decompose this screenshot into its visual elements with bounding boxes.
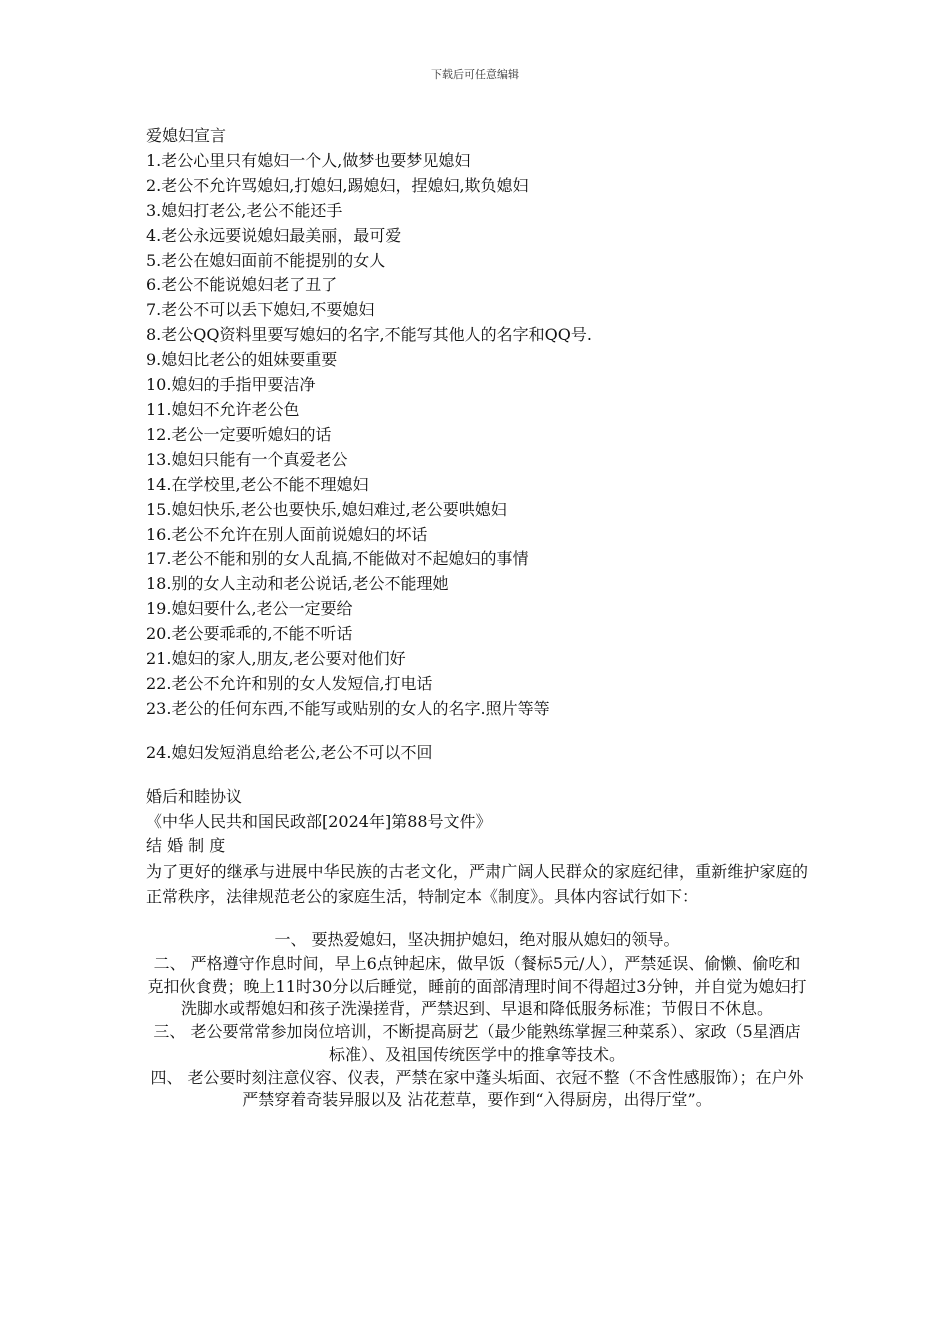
declaration-list <box>146 149 808 722</box>
list-item: 18.别的女人主动和老公说话,老公不能理她 <box>146 574 449 594</box>
list-item: 20.老公要乖乖的,不能不听话 <box>146 624 353 644</box>
document-body <box>146 124 808 1112</box>
list-item: 16.老公不允许在别人面前说媳妇的坏话 <box>146 524 428 544</box>
list-item: 12.老公一定要听媳妇的话 <box>146 424 332 444</box>
clause-2: 二、 严格遵守作息时间，早上6点钟起床，做早饭（餐标5元/人），严禁延误、偷懒、偷吃和克扣伙食费；晚上11时30分以后睡觉，睡前的面部清理时间不得超过3分钟，并自觉为媳妇打洗脚水或帮媳妇和孩子洗澡搓背，严禁迟到、早退和降低服务标准；节假日不休息。 <box>147 954 807 1019</box>
list-item: 4.老公永远要说媳妇最美丽，最可爱 <box>146 225 402 245</box>
clause-4: 四、 老公要时刻注意仪容、仪表，严禁在家中蓬头垢面、衣冠不整（不含性感服饰）；在户外严禁穿着奇装异服以及 沾花惹草，要作到“入得厨房，出得厅堂”。 <box>150 1067 804 1110</box>
list-item: 21.媳妇的家人,朋友,老公要对他们好 <box>146 649 406 669</box>
section-title: 爱媳妇宣言 <box>146 126 227 145</box>
spacer <box>146 766 808 785</box>
document-subtitle: 结 婚 制 度 <box>146 836 226 856</box>
list-item: 8.老公QQ资料里要写媳妇的名字,不能写其他人的名字和QQ号. <box>146 325 592 345</box>
list-item: 6.老公不能说媳妇老了丑了 <box>146 275 338 295</box>
list-item: 14.在学校里,老公不能不理媳妇 <box>146 474 369 494</box>
spacer <box>146 909 808 929</box>
list-item: 3.媳妇打老公,老公不能还手 <box>146 200 343 220</box>
section-title: 婚后和睦协议 <box>146 786 243 806</box>
list-item: 2.老公不允许骂媳妇,打媳妇,踢媳妇，捏媳妇,欺负媳妇 <box>146 175 529 195</box>
list-item: 1.老公心里只有媳妇一个人,做梦也要梦见媳妇 <box>146 150 471 170</box>
list-item: 24.媳妇发短消息给老公,老公不可以不回 <box>146 742 433 762</box>
clause-3: 三、 老公要常常参加岗位培训，不断提高厨艺（最少能熟练掌握三种菜系）、家政（5星酒店标准）、及祖国传统医学中的推拿等技术。 <box>153 1022 801 1064</box>
document-reference: 《中华人民共和国民政部[2024年]第88号文件》 <box>146 811 492 831</box>
intro-paragraph: 为了更好的继承与进展中华民族的古老文化，严肃广阔人民群众的家庭纪律，重新维护家庭的正常秩序，法律规范老公的家庭生活，特制定本《制度》。具体内容试行如下： <box>146 862 808 907</box>
list-item: 17.老公不能和别的女人乱搞,不能做对不起媳妇的事情 <box>146 549 529 569</box>
spacer <box>146 722 808 741</box>
page-header: 下载后可任意编辑 <box>431 68 519 81</box>
list-item: 19.媳妇要什么,老公一定要给 <box>146 599 353 619</box>
list-item: 22.老公不允许和别的女人发短信,打电话 <box>146 673 433 693</box>
list-item: 10.媳妇的手指甲要洁净 <box>146 375 316 395</box>
list-item: 9.媳妇比老公的姐妹要重要 <box>146 350 338 370</box>
list-item: 7.老公不可以丢下媳妇,不要媳妇 <box>146 300 375 320</box>
list-item: 23.老公的任何东西,不能写或贴别的女人的名字.照片等等 <box>146 698 550 718</box>
clause-1: 一、 要热爱媳妇，坚决拥护媳妇，绝对服从媳妇的领导。 <box>274 930 680 950</box>
list-item: 5.老公在媳妇面前不能提别的女人 <box>146 250 386 270</box>
list-item: 11.媳妇不允许老公色 <box>146 399 300 419</box>
list-item: 15.媳妇快乐,老公也要快乐,媳妇难过,老公要哄媳妇 <box>146 499 507 519</box>
list-item: 13.媳妇只能有一个真爱老公 <box>146 449 348 469</box>
